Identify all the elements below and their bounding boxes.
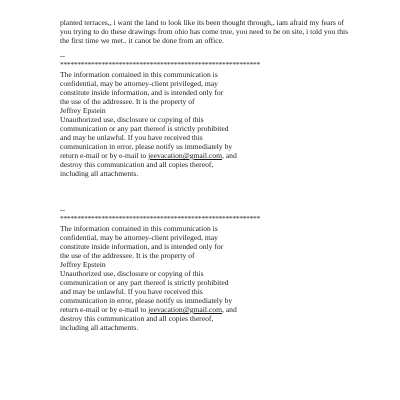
notice-line: and may be unlawful. If you have received this <box>60 287 203 296</box>
email-body-text <box>60 18 380 45</box>
body-line: planted terraces,, i want the land to look like its been thought through,, iam afraid my fears of <box>60 18 345 27</box>
notice-text: return e-mail or by e-mail to <box>60 151 149 160</box>
notice-line: constitute inside information, and is intended only for <box>60 242 224 251</box>
notice-line: the use of the addressee. It is the property of <box>60 97 195 106</box>
notice-line-with-email <box>60 305 360 314</box>
signature-dash: -- <box>60 51 66 60</box>
notice-line: confidential, may be attorney-client privileged, may <box>60 233 218 242</box>
confidentiality-notice <box>60 69 360 178</box>
notice-line: communication or any part thereof is strictly prohibited <box>60 278 229 287</box>
body-line: the first time we met.. it canot be done from an office. <box>60 36 224 45</box>
email-link[interactable]: jeevacation@gmail.com <box>148 151 222 160</box>
signature-stars-divider: ********************************************************** <box>60 60 260 69</box>
notice-owner-name: Jeffrey Epstein <box>60 106 106 115</box>
signature-block <box>60 205 360 332</box>
notice-text: return e-mail or by e-mail to <box>60 305 149 314</box>
body-line: you trying to do these drawings from ohio has come true, you need to be on site, i told you this <box>60 27 349 36</box>
notice-line: communication in error, please notify us immediately by <box>60 142 233 151</box>
notice-line: constitute inside information, and is intended only for <box>60 88 224 97</box>
signature-block <box>60 51 360 178</box>
notice-line: destroy this communication and all copies thereof, <box>60 314 214 323</box>
notice-line: including all attachments. <box>60 323 139 332</box>
signature-dash: -- <box>60 205 66 214</box>
confidentiality-notice <box>60 223 360 332</box>
notice-line: Unauthorized use, disclosure or copying of this <box>60 269 204 278</box>
notice-line: The information contained in this communication is <box>60 224 218 233</box>
notice-line: including all attachments. <box>60 169 139 178</box>
notice-line: communication or any part thereof is strictly prohibited <box>60 124 229 133</box>
signature-stars-divider: ********************************************************** <box>60 214 260 223</box>
notice-line-with-email <box>60 151 360 160</box>
notice-line: confidential, may be attorney-client privileged, may <box>60 79 218 88</box>
notice-line: destroy this communication and all copies thereof, <box>60 160 214 169</box>
notice-text: , and <box>221 151 237 160</box>
notice-line: and may be unlawful. If you have received this <box>60 133 203 142</box>
notice-text: , and <box>221 305 237 314</box>
email-link[interactable]: jeevacation@gmail.com <box>148 305 222 314</box>
notice-line: Unauthorized use, disclosure or copying of this <box>60 115 204 124</box>
notice-line: The information contained in this communication is <box>60 70 218 79</box>
notice-line: communication in error, please notify us immediately by <box>60 296 233 305</box>
notice-line: the use of the addressee. It is the property of <box>60 251 195 260</box>
notice-owner-name: Jeffrey Epstein <box>60 260 106 269</box>
